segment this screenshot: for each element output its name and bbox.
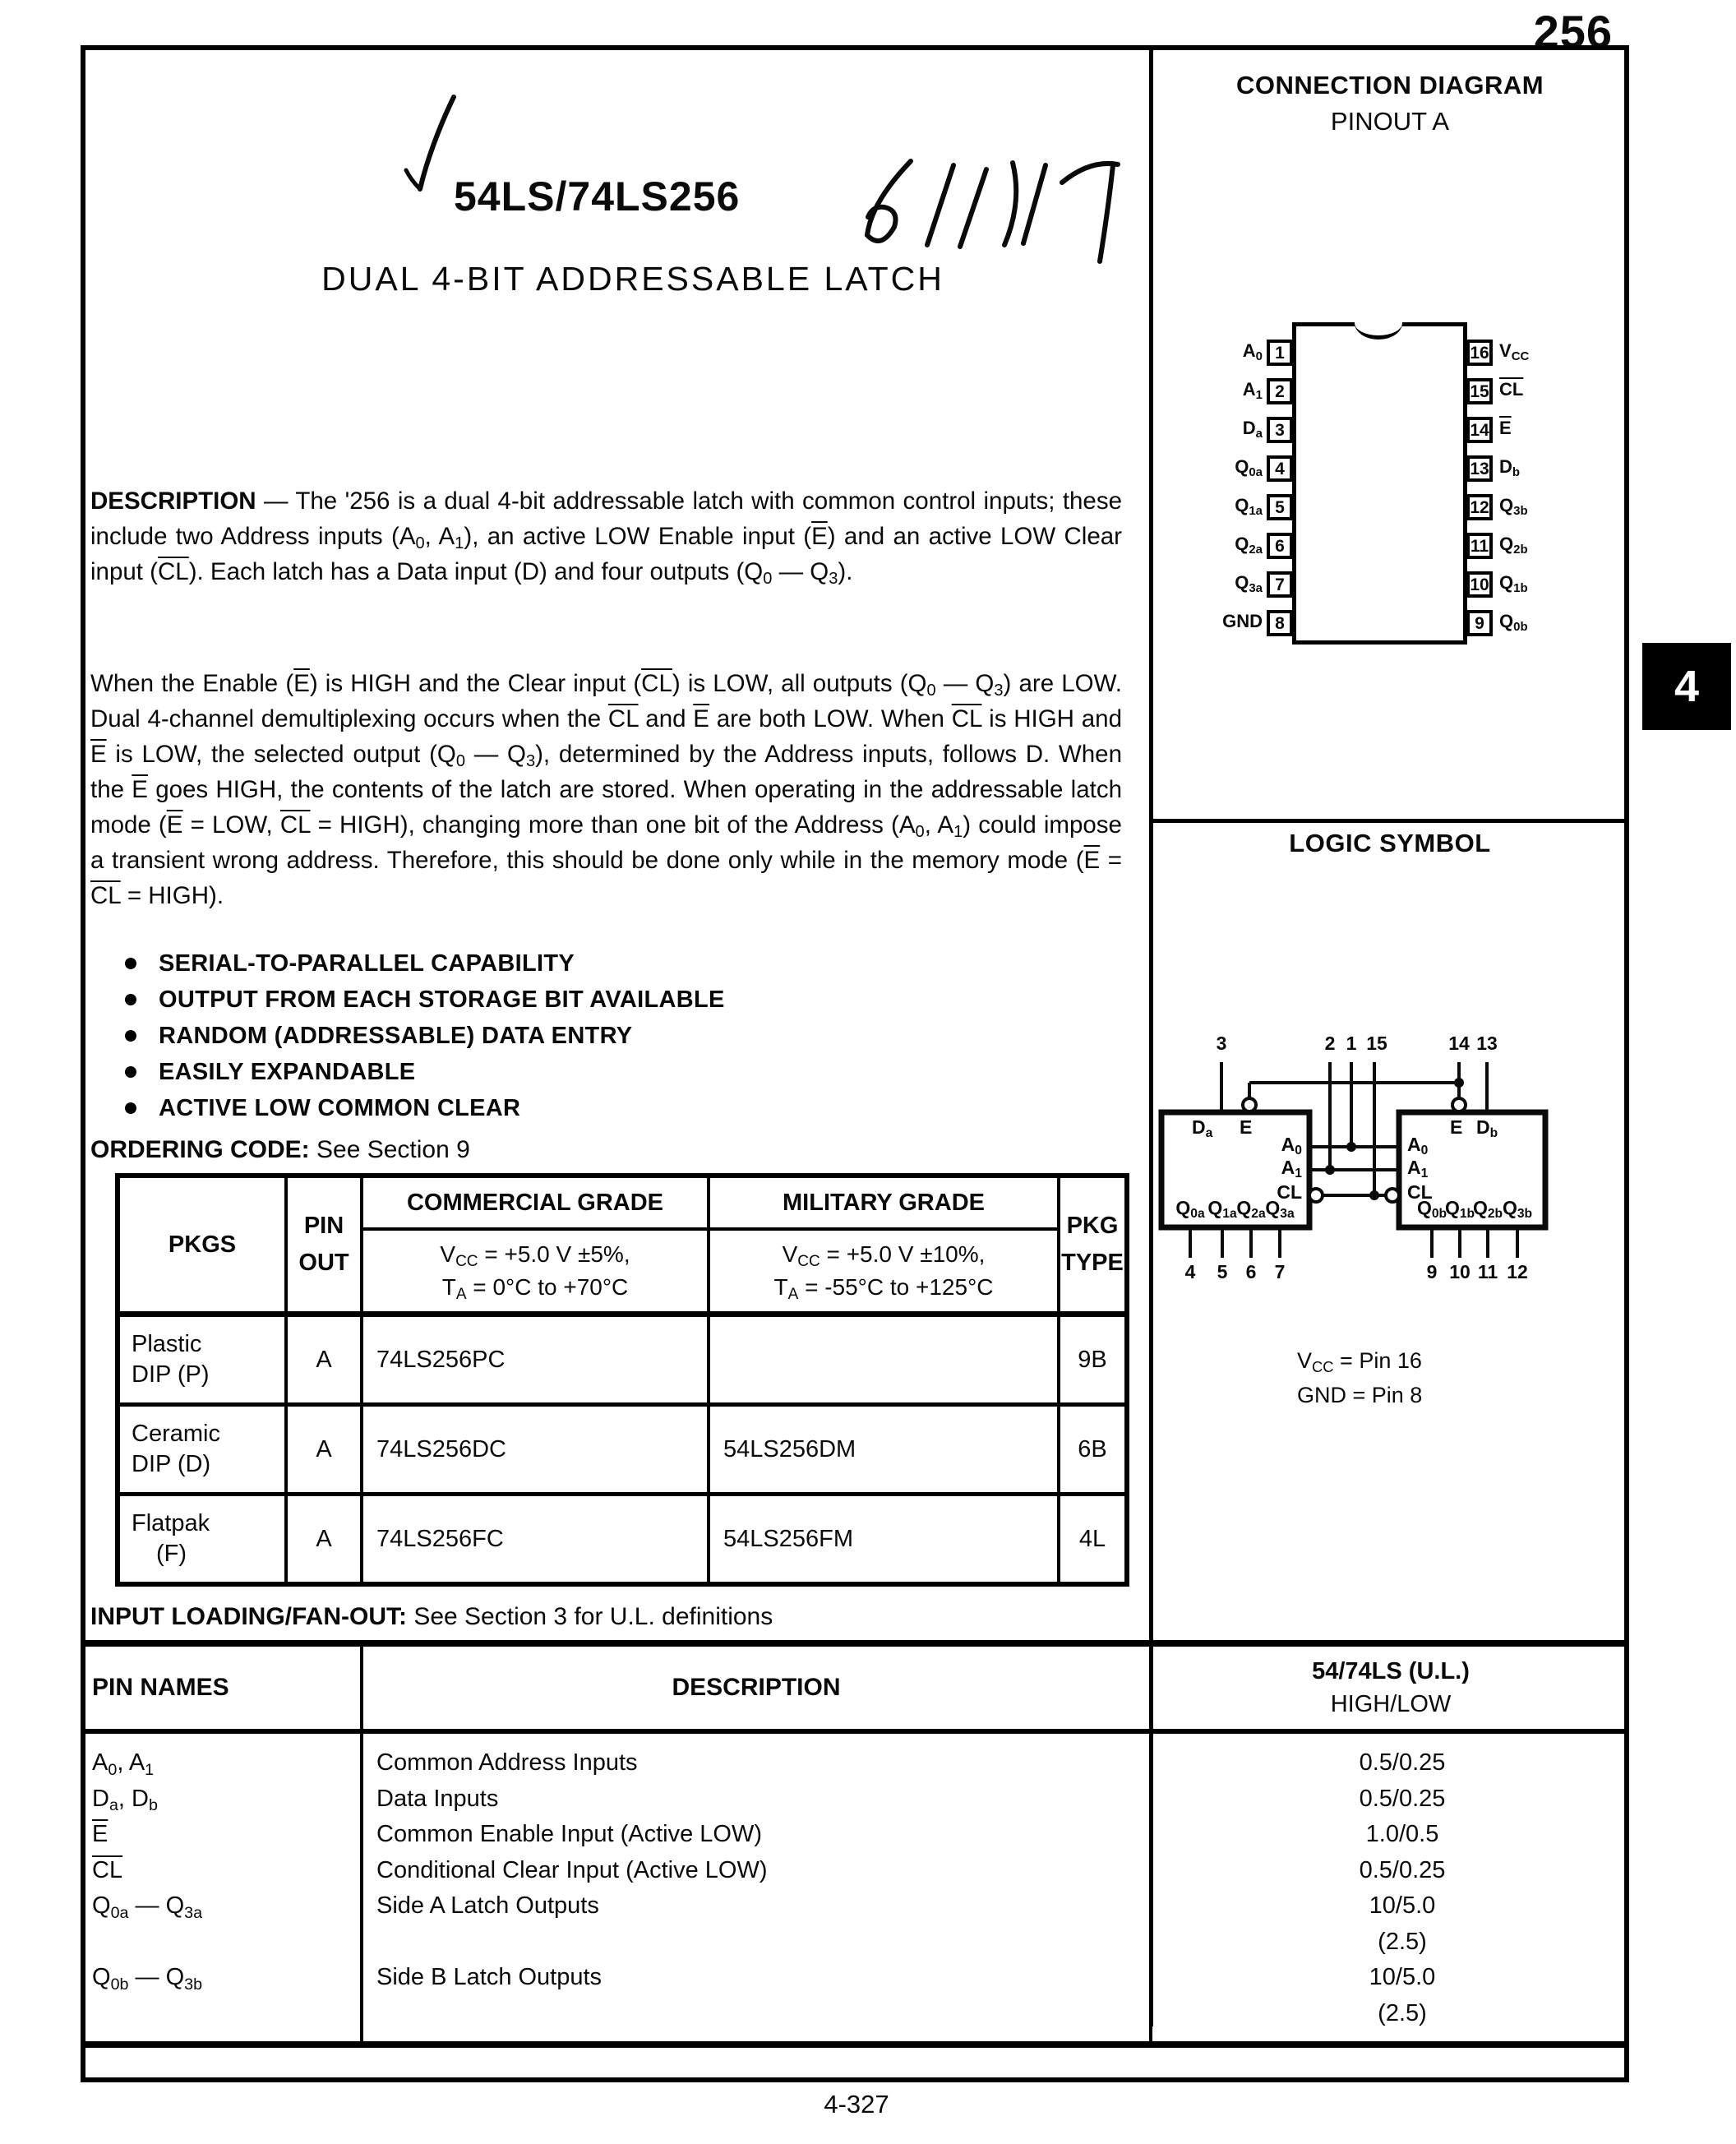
col-header-pinout (286, 1176, 362, 1315)
pin-label: $Q_{0b}$ (1499, 611, 1528, 635)
junction-dot (1325, 1165, 1335, 1175)
pin-number-box: 2 (1267, 378, 1293, 404)
commercial-conditions (362, 1229, 709, 1315)
out-label: OUT (298, 1250, 349, 1276)
pin-number-box: 6 (1267, 533, 1293, 559)
output-label: $Q_{1b}$ (1444, 1197, 1475, 1222)
gnd-pin-note: GND = Pin 8 (1297, 1383, 1423, 1407)
enable-a-bubble (1243, 1098, 1256, 1111)
pkg-cell: Ceramic DIP (D) (118, 1405, 286, 1495)
pkg-label: PKG (1066, 1213, 1119, 1239)
col-header-pkgs: PKGS (118, 1176, 286, 1315)
pin-label: $Q_{3b}$ (1499, 495, 1528, 519)
pin-label: $D_a$ (1242, 418, 1263, 441)
pin-number: 15 (1366, 1033, 1387, 1054)
address0-b-label: $A_0$ (1407, 1134, 1429, 1158)
pin-number: 11 (1477, 1261, 1498, 1282)
pkg-type-cell: 4L (1059, 1495, 1127, 1585)
page-number: 4-327 (824, 2090, 889, 2119)
clear-b-label: CL (1407, 1181, 1433, 1203)
part-number-title: 54LS/74LS256 (454, 173, 741, 219)
pin-number: 14 (1448, 1033, 1470, 1054)
pin-label: $Q_{2a}$ (1235, 534, 1263, 557)
col-header-pkg-type (1059, 1176, 1127, 1315)
output-label: $Q_{0a}$ (1175, 1197, 1205, 1222)
section-tab: 4 (1642, 643, 1731, 730)
pin-number: 1 (1346, 1033, 1357, 1054)
logic-symbol-title: LOGIC SYMBOL (1289, 829, 1491, 857)
description-cell: Common Address Inputs Data Inputs Common Enable Input (Active LOW) Conditional Clear Input (Active LOW) Side A Latch Outputs Side B Latch Outputs (362, 1731, 1151, 2045)
pin-number: 6 (1245, 1261, 1257, 1282)
feature-item (125, 1090, 725, 1126)
col-header-military: MILITARY GRADE (709, 1176, 1059, 1229)
pin-names-header: PIN NAMES (81, 1643, 362, 1731)
pin-label: $A_0$ (1242, 340, 1263, 364)
pin-label: $Q_{0a}$ (1235, 456, 1263, 480)
type-label: TYPE (1061, 1250, 1124, 1276)
pin-number-box: 13 (1466, 455, 1493, 482)
pin-number-box: 4 (1267, 455, 1293, 482)
connection-diagram-title: CONNECTION DIAGRAM (1235, 71, 1544, 99)
feature-item (125, 982, 725, 1018)
pin-label: $Q_{1b}$ (1499, 572, 1528, 596)
pin-number: 13 (1476, 1033, 1498, 1054)
pkg-type-cell: 9B (1059, 1315, 1127, 1405)
pin-number-box: 14 (1466, 417, 1493, 443)
ul-header-line1: 54/74LS (U.L.) (1312, 1658, 1470, 1684)
ul-header-line2: HIGH/LOW (1330, 1691, 1452, 1717)
feature-label: SERIAL-TO-PARALLEL CAPABILITY (159, 950, 575, 977)
commercial-ta: $T_A = 0^\circ C$ to +70°C (441, 1274, 629, 1304)
military-part-cell: 54LS256FM (709, 1495, 1059, 1585)
junction-dot (1454, 1078, 1464, 1088)
data-a-label: $D_a$ (1192, 1116, 1213, 1141)
pin-number: 10 (1449, 1261, 1471, 1282)
ordering-code-label: ORDERING CODE: (90, 1136, 310, 1163)
table-row (118, 1405, 1127, 1495)
description-text-1: — The '256 is a dual 4-bit addressable latch with common control inputs; these include two Address inputs ($A_0$, $A_1$), an active LOW Enable input $(\overline{E})$ and an active LOW Clear input $(\overline{CL})$. Each latch has a Data input (D) and four outputs ($Q_0$ — $Q_3$). (90, 487, 1122, 589)
clear-a-label: CL (1277, 1181, 1302, 1203)
pkg-cell: Flatpak (F) (118, 1495, 286, 1585)
junction-dot (1346, 1142, 1356, 1152)
pin-number-box: 7 (1267, 571, 1293, 598)
pin-number: 9 (1426, 1261, 1438, 1282)
commercial-vcc: $V_{CC} = +5.0$ V ±5%, (440, 1241, 630, 1271)
pin-label: $D_b$ (1499, 456, 1521, 480)
table-row (118, 1315, 1127, 1405)
feature-item (125, 1054, 725, 1090)
military-ta: $T_A = -55^\circ C$ to +125°C (773, 1274, 994, 1304)
description-paragraph-2: When the Enable $(\overline{E})$ is HIGH and the Clear input $(\overline{CL})$ is LOW, all outputs ($Q_0$ — $Q_3$) are LOW. Dual 4-channel demultiplexing occurs when the $\overline{CL}$ and $\overline{E}$ are both LOW. When $\overline{CL}$ is HIGH and $\overline{E}$ is LOW, the selected output ($Q_0$ — $Q_3$), determined by the Address inputs, follows D. When the $\overline{E}$ goes HIGH, the contents of the latch are stored. When operating in the addressable latch mode ($\overline{E}$ = LOW, $\overline{CL}$ = HIGH), changing more than one bit of the Address ($A_0$, $A_1$) could impose a transient wrong address. Therefore, this should be done only while in the memory mode ($\overline{E} = \overline{CL}$ = HIGH). (90, 669, 1123, 909)
address1-a-label: $A_1$ (1281, 1157, 1302, 1181)
pin-label: $Q_{2b}$ (1499, 534, 1528, 557)
output-label: $Q_{0b}$ (1416, 1197, 1447, 1222)
commercial-part-cell: 74LS256DC (362, 1405, 709, 1495)
pin-number: 5 (1217, 1261, 1228, 1282)
ordering-code-note: See Section 9 (309, 1136, 470, 1163)
military-part-cell (709, 1315, 1059, 1405)
input-loading-note: See Section 3 for U.L. definitions (406, 1603, 773, 1630)
military-conditions (709, 1229, 1059, 1315)
pinout-cell: A (286, 1405, 362, 1495)
feature-label: ACTIVE LOW COMMON CLEAR (159, 1094, 521, 1121)
pin-names-cell: $A_0$, $A_1$ $D_a$, $D_b$ $\overline{E}$ $\overline{CL}$ $Q_{0a}$ — $Q_{3a}$ $Q_{0b}$ — $Q_{3b}$ (92, 1749, 203, 1994)
pin-number: 7 (1274, 1261, 1286, 1282)
description-paragraph-1 (90, 483, 1122, 589)
pin-number: 2 (1324, 1033, 1336, 1054)
output-label: $Q_{2b}$ (1472, 1197, 1503, 1222)
ordering-code-table (115, 1173, 1129, 1587)
table-row (118, 1495, 1127, 1585)
address1-b-label: $A_1$ (1407, 1157, 1429, 1181)
bullet-icon (125, 1030, 136, 1042)
output-label: $Q_{3b}$ (1502, 1197, 1533, 1222)
output-label: $Q_{2a}$ (1236, 1197, 1266, 1222)
pinout-subtitle: PINOUT A (1330, 107, 1450, 136)
pin-label: PIN (303, 1213, 344, 1239)
pin-label: $V_{CC}$ (1499, 340, 1530, 364)
pinout-cell: A (286, 1495, 362, 1585)
pinout-panel-divider (1149, 819, 1629, 823)
pin-label: $\overline{E}$ (1499, 418, 1512, 438)
clear-b-bubble (1386, 1189, 1399, 1202)
col-header-commercial: COMMERCIAL GRADE (362, 1176, 709, 1229)
pin-number-box: 5 (1267, 494, 1293, 520)
pin-number: 12 (1507, 1261, 1528, 1282)
feature-label: OUTPUT FROM EACH STORAGE BIT AVAILABLE (159, 986, 725, 1013)
output-label: $Q_{1a}$ (1207, 1197, 1237, 1222)
pin-label: GND (1222, 611, 1263, 631)
pin-number-box: 8 (1267, 610, 1293, 636)
pin-number-box: 10 (1466, 571, 1493, 598)
commercial-part-cell: 74LS256PC (362, 1315, 709, 1405)
pinout-cell: A (286, 1315, 362, 1405)
pin-label: $Q_{3a}$ (1235, 572, 1263, 596)
data-b-label: $D_b$ (1476, 1116, 1498, 1141)
bullet-icon (125, 994, 136, 1005)
enable-a-label: E (1240, 1116, 1253, 1138)
feature-label: EASILY EXPANDABLE (159, 1058, 416, 1085)
pin-number-box: 16 (1466, 340, 1493, 366)
pkg-type-cell: 6B (1059, 1405, 1127, 1495)
address0-a-label: $A_0$ (1281, 1134, 1302, 1158)
enable-b-bubble (1452, 1098, 1466, 1111)
pin-number: 4 (1184, 1261, 1196, 1282)
bullet-icon (125, 1102, 136, 1114)
ul-values-cell: 0.5/0.25 0.5/0.25 1.0/0.5 0.5/0.25 10/5.0 (2.5) 10/5.0 (2.5) (1359, 1749, 1446, 2026)
bullet-icon (125, 958, 136, 969)
pin-number-box: 3 (1267, 417, 1293, 443)
input-loading-table (81, 1640, 1629, 2048)
ordering-code-heading (90, 1136, 470, 1164)
feature-label: RANDOM (ADDRESSABLE) DATA ENTRY (159, 1022, 633, 1049)
pin-label: $\overline{CL}$ (1499, 379, 1524, 400)
feature-list (125, 945, 725, 1126)
military-part-cell: 54LS256DM (709, 1405, 1059, 1495)
pin-number-box: 15 (1466, 378, 1493, 404)
pkg-cell: Plastic DIP (P) (118, 1315, 286, 1405)
page-header-number: 256 (1533, 6, 1613, 58)
commercial-part-cell: 74LS256FC (362, 1495, 709, 1585)
junction-dot (1369, 1190, 1379, 1200)
output-label: $Q_{3a}$ (1265, 1197, 1295, 1222)
pin-number-box: 1 (1267, 340, 1293, 366)
handwritten-annotation (847, 145, 1130, 272)
military-vcc: $V_{CC} = +5.0$ V ±10%, (782, 1241, 986, 1271)
description-header: DESCRIPTION (362, 1643, 1151, 1731)
ul-header (1151, 1643, 1629, 1731)
feature-item (125, 1018, 725, 1054)
pin-number-box: 12 (1466, 494, 1493, 520)
pin-number: 3 (1216, 1033, 1227, 1054)
enable-b-label: E (1450, 1116, 1463, 1138)
device-title: DUAL 4-BIT ADDRESSABLE LATCH (321, 260, 944, 298)
dip-package-body (1292, 322, 1467, 645)
pin-number-box: 9 (1466, 610, 1493, 636)
clear-a-bubble (1309, 1189, 1323, 1202)
vcc-pin-note: $V_{CC}$ = Pin 16 (1297, 1348, 1422, 1376)
pin-label: $A_1$ (1242, 379, 1263, 403)
pin-number-box: 11 (1466, 533, 1493, 559)
pin-label: $Q_{1a}$ (1235, 495, 1263, 519)
logic-symbol-drawing (1151, 1019, 1632, 1282)
input-loading-heading (90, 1603, 773, 1631)
description-heading: DESCRIPTION (90, 487, 256, 515)
feature-item (125, 945, 725, 982)
bullet-icon (125, 1066, 136, 1078)
input-loading-label: INPUT LOADING/FAN-OUT: (90, 1603, 407, 1630)
